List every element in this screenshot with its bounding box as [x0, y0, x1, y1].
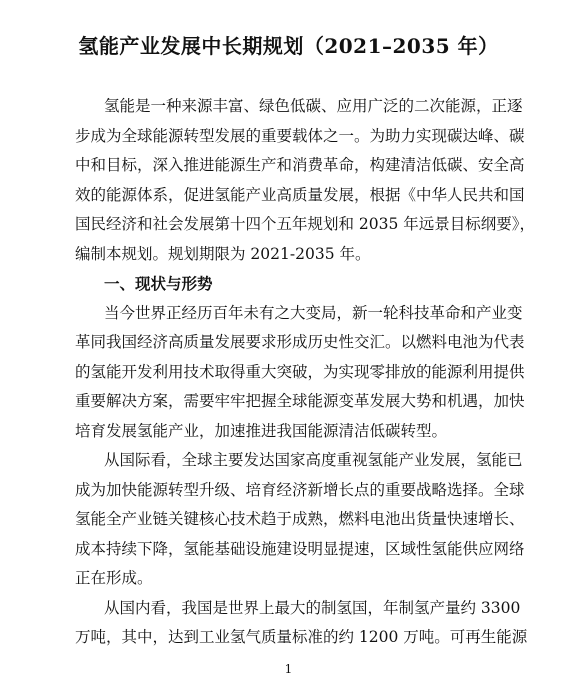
document-title: 氢能产业发展中长期规划（2021–2035 年）: [78, 34, 499, 58]
paragraph-line: 重要解决方案，需要牢牢把握全球能源变革发展大势和机遇，加快: [75, 392, 525, 410]
paragraph-line: 培育发展氢能产业，加速推进我国能源清洁低碳转型。: [75, 421, 448, 440]
paragraph-line: 氢能全产业链关键核心技术趋于成熟，燃料电池出货量快速增长、: [75, 510, 525, 528]
paragraph: [75, 299, 525, 447]
paragraph-line: 步成为全球能源转型发展的重要载体之一。为助力实现碳达峰、碳: [75, 126, 525, 145]
paragraph-line: 中和目标，深入推进能源生产和消费革命，构建清洁低碳、安全高: [75, 156, 525, 174]
paragraph-line: 正在形成。: [75, 569, 153, 587]
paragraph-line: 革同我国经济高质量发展要求形成历史性交汇。以燃料电池为代表: [75, 333, 525, 351]
section-heading: [75, 269, 503, 299]
page-number: 1: [284, 662, 293, 676]
paragraph-line: 国民经济和社会发展第十四个五年规划和 2035 年远景目标纲要》，: [75, 215, 536, 233]
section-heading-text: 一、现状与形势: [104, 274, 213, 293]
paragraph: [75, 92, 536, 269]
paragraph-line: 从国际看，全球主要发达国家高度重视氢能产业发展，氢能已: [104, 451, 523, 469]
paragraph-line: 的氢能开发利用技术取得重大突破，为实现零排放的能源利用提供: [75, 362, 525, 381]
paragraph-line: 成本持续下降，氢能基础设施建设明显提速，区域性氢能供应网络: [75, 539, 525, 558]
paragraph-line: 编制本规划。规划期限为 2021-2035 年。: [75, 244, 371, 263]
paragraph: [75, 594, 528, 653]
paragraph-line: 当今世界正经历百年未有之大变局，新一轮科技革命和产业变: [104, 303, 523, 322]
paragraph: [75, 446, 525, 594]
paragraph-line: 成为加快能源转型升级、培育经济新增长点的重要战略选择。全球: [75, 480, 525, 499]
paragraph-line: 从国内看，我国是世界上最大的制氢国，年制氢产量约 3300: [104, 598, 521, 617]
paragraph-line: 效的能源体系，促进氢能产业高质量发展，根据《中华人民共和国: [75, 185, 525, 204]
paragraph-line: 氢能是一种来源丰富、绿色低碳、应用广泛的二次能源，正逐: [104, 97, 523, 115]
paragraph-line: 万吨，其中，达到工业氢气质量标准的约 1200 万吨。可再生能源: [75, 628, 528, 646]
document-body: [75, 92, 536, 653]
